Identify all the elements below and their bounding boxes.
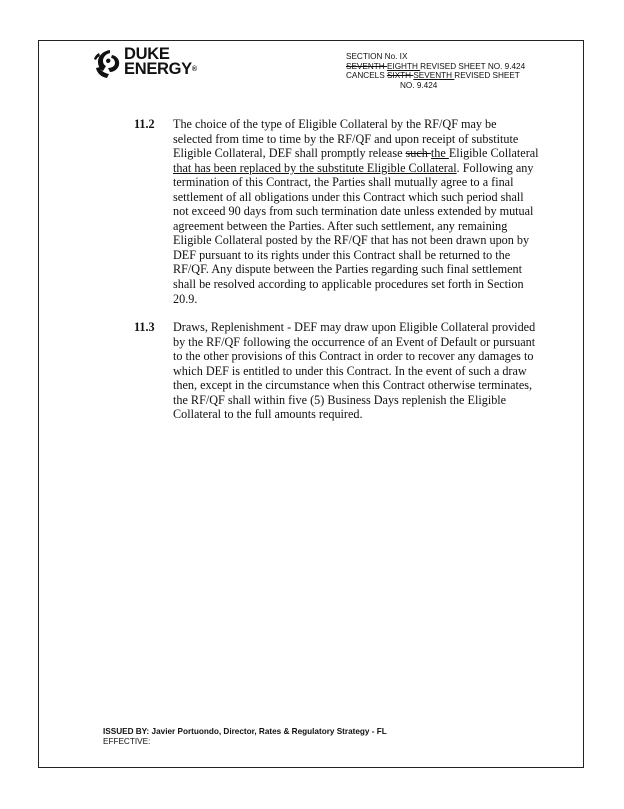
issued-by-line [103, 727, 387, 737]
revised-sheet-text: REVISED SHEET NO. 9.424 [420, 61, 526, 71]
paragraph-line: The choice of the type of Eligible Collateral by the RF/QF may be [173, 117, 497, 131]
paragraph-line: DEF pursuant to its rights under this Contract shall be returned to the [173, 247, 511, 262]
paragraph-line: termination of this Contract, the Parties shall mutually agree to a final [173, 175, 514, 190]
effective-label: EFFECTIVE: [103, 736, 151, 746]
revised-sheet-line [346, 62, 525, 72]
paragraph-line: Collateral to the full amounts required. [173, 407, 363, 422]
section-number-label: 11.3 [134, 320, 155, 334]
section-number-label: 11.2 [134, 117, 155, 131]
paragraph-line: agreement between the Parties. After such settlement, any remaining [173, 218, 508, 233]
paragraph-line: to the other provisions of this Contract in order to recover any damages to [173, 349, 534, 364]
cancels-sheet-text: REVISED SHEET [454, 71, 520, 80]
paragraph-line: the RF/QF shall within five (5) Business Days replenish the Eligible [173, 392, 507, 407]
issued-by-label: ISSUED BY: [103, 727, 152, 736]
section-11-3-paragraph [173, 320, 536, 422]
line-text: . Following any [456, 160, 534, 175]
paragraph-line: not exceed 90 days from such termination date unless extended by mutual [173, 204, 534, 219]
paragraph-line: Draws, Replenishment - DEF may draw upon Eligible Collateral provided [173, 320, 536, 334]
issued-by-value: Javier Portuondo, Director, Rates & Regulatory Strategy - FL [151, 727, 387, 736]
paragraph-line: shall be resolved according to applicable procedures set forth in Section [173, 277, 524, 292]
struck-text: SIXTH [386, 71, 414, 80]
inserted-text: the [430, 146, 449, 161]
paragraph-line: settlement of all obligations under this Contract which such period shall [173, 189, 524, 204]
footer [103, 727, 387, 746]
registered-mark: ® [191, 66, 197, 73]
sheet-number: NO. 9.424 [400, 80, 438, 90]
struck-text: such [405, 146, 431, 161]
paragraph-line: Eligible Collateral posted by the RF/QF that has not been drawn upon by [173, 233, 530, 248]
cancels-sheet-line [346, 71, 525, 81]
inserted-text: EIGHTH [386, 61, 421, 71]
paragraph-line [173, 160, 534, 176]
inserted-text: SEVENTH [413, 71, 455, 80]
section-11-2-paragraph [173, 117, 539, 306]
paragraph-line: then, except in the circumstance when this Contract otherwise terminates, [173, 378, 533, 393]
paragraph-line: by the RF/QF following the occurrence of an Event of Default or pursuant [173, 334, 536, 349]
inserted-text: that has been replaced by the substitute Eligible Collateral [173, 160, 457, 175]
logo-line-energy: ENERGY [124, 60, 192, 78]
logo-line-duke: DUKE [124, 45, 170, 63]
struck-text: SEVENTH [346, 61, 387, 71]
paragraph-line: selected from time to time by the RF/QF and upon receipt of substitute [173, 131, 519, 146]
paragraph-line: which DEF is entitled to under this Contract. In the event of such a draw [173, 363, 527, 378]
line-text: Eligible Collateral, DEF shall promptly release [173, 146, 406, 161]
company-name [124, 47, 197, 77]
paragraph-line [173, 146, 539, 161]
sheet-header [346, 52, 525, 90]
paragraph-line: 20.9. [173, 291, 198, 306]
paragraph-line: RF/QF. Any dispute between the Parties regarding such final settlement [173, 262, 523, 277]
cancels-prefix: CANCELS [346, 71, 387, 80]
section-number: SECTION No. IX [346, 52, 408, 61]
line-text: Eligible Collateral [448, 146, 539, 161]
